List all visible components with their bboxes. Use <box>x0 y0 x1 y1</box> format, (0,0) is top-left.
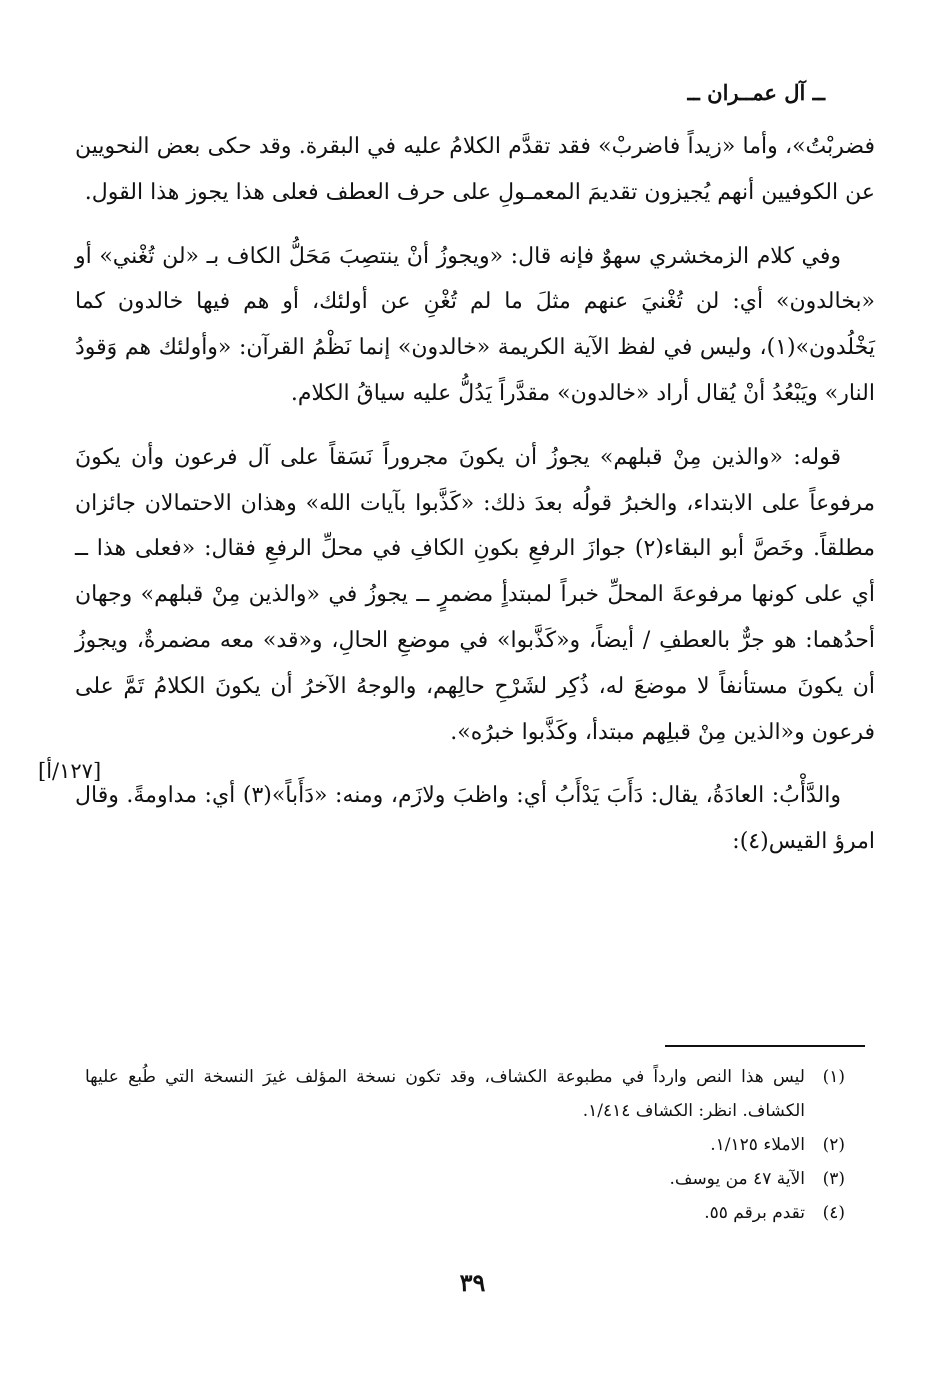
paragraph-1: فضربْتُ»، وأما «زيداً فاضربْ» فقد تقدَّم الكلامُ عليه في البقرة. وقد حكى بعض النحويين عن الكوفيين أنهم يُجيزون تقديمَ المعمـولِ على حرف العطف فعلى هذا يجوز هذا القول. <box>75 134 875 205</box>
footnote-number: (٢) <box>822 1135 845 1155</box>
footnote-text: تقدم برقم ٥٥. <box>704 1203 805 1223</box>
footnotes <box>85 1060 845 1230</box>
manuscript-folio-reference: [١٢٧/أ] <box>38 759 102 783</box>
footnote-number: (٣) <box>822 1169 845 1189</box>
footnote-number: (١) <box>822 1067 845 1087</box>
running-header: ــ آل عمــران ــ <box>687 80 825 105</box>
footnote-4 <box>85 1196 845 1230</box>
paragraph-3: قوله: «والذين مِنْ قبلهم» يجوزُ أن يكونَ مجروراً نَسَقاً على آل فرعون وأن يكونَ مرفوعاً على الابتداء، والخبرُ قولُه بعدَ ذلك: «كَذَّبوا بآيات الله» وهذان الاحتمالان جائزان مطلقاً. وخَصَّ أبو البقاء(٢) جوازَ الرفعِ بكونِ الكافِ في محلِّ الرفعِ فقال: «فعلى هذا ــ أي على كونها مرفوعةَ المحلِّ خبراً لمبتدأٍ مضمرٍ ــ يجوزُ في «والذين مِنْ قبلهم» وجهان أحدُهما: هو جرٌّ بالعطفِ / أيضاً، و«كَذَّبوا» في موضعِ الحالِ، و«قد» معه مضمرةٌ، ويجوزُ أن يكونَ مستأنفاً لا موضعَ له، ذُكِر لشَرْحِ حالِهم، والوجهُ الآخرُ أن يكونَ الكلامُ تَمَّ على فرعون و«الذين مِنْ قبلِهم مبتدأ، وكَذَّبوا خبرُه». <box>75 444 875 745</box>
footnote-1 <box>85 1060 845 1128</box>
footnote-text: الآية ٤٧ من يوسف. <box>669 1169 805 1189</box>
main-text <box>75 124 875 883</box>
footnote-3 <box>85 1162 845 1196</box>
footnote-2 <box>85 1128 845 1162</box>
footnote-divider <box>665 1045 865 1047</box>
paragraph-2: وفي كلام الزمخشري سهوٌ فإنه قال: «ويجوزُ أنْ ينتصِبَ مَحَلُّ الكاف بـ «لن تُغْني» أو «بخالدون» أي: لن تُغْنيَ عنهم مثلَ ما لم تُغْنِ عن أولئك، أو هم فيها خالدون كما يَخْلُدون»(١)، وليس في لفظ الآية الكريمة «خالدون» إنما نَظْمُ القرآن: «وأولئك هم وَقودُ النار» ويَبْعُدُ أنْ يُقال أراد «خالدون» مقدَّراً يَدُلُّ عليه سياقُ الكلام. <box>75 243 876 406</box>
footnote-text: ليس هذا النص وارداً في مطبوعة الكشاف، وقد تكون نسخة المؤلف غيرَ النسخة التي طُبع عليها الكشاف. انظر: الكشاف ١/٤١٤. <box>85 1067 805 1121</box>
page-number: ٣٩ <box>459 1268 486 1297</box>
footnote-text: الاملاء ١/١٢٥. <box>710 1135 805 1155</box>
footnote-number: (٤) <box>822 1203 845 1223</box>
paragraph-4: والدَّأْبُ: العادَةُ، يقال: دَأَبَ يَدْأَبُ أي: واظبَ ولازَم، ومنه: «دَأَباً»(٣) أي: مداومةً. وقال امرؤ القيس(٤): <box>75 783 875 855</box>
